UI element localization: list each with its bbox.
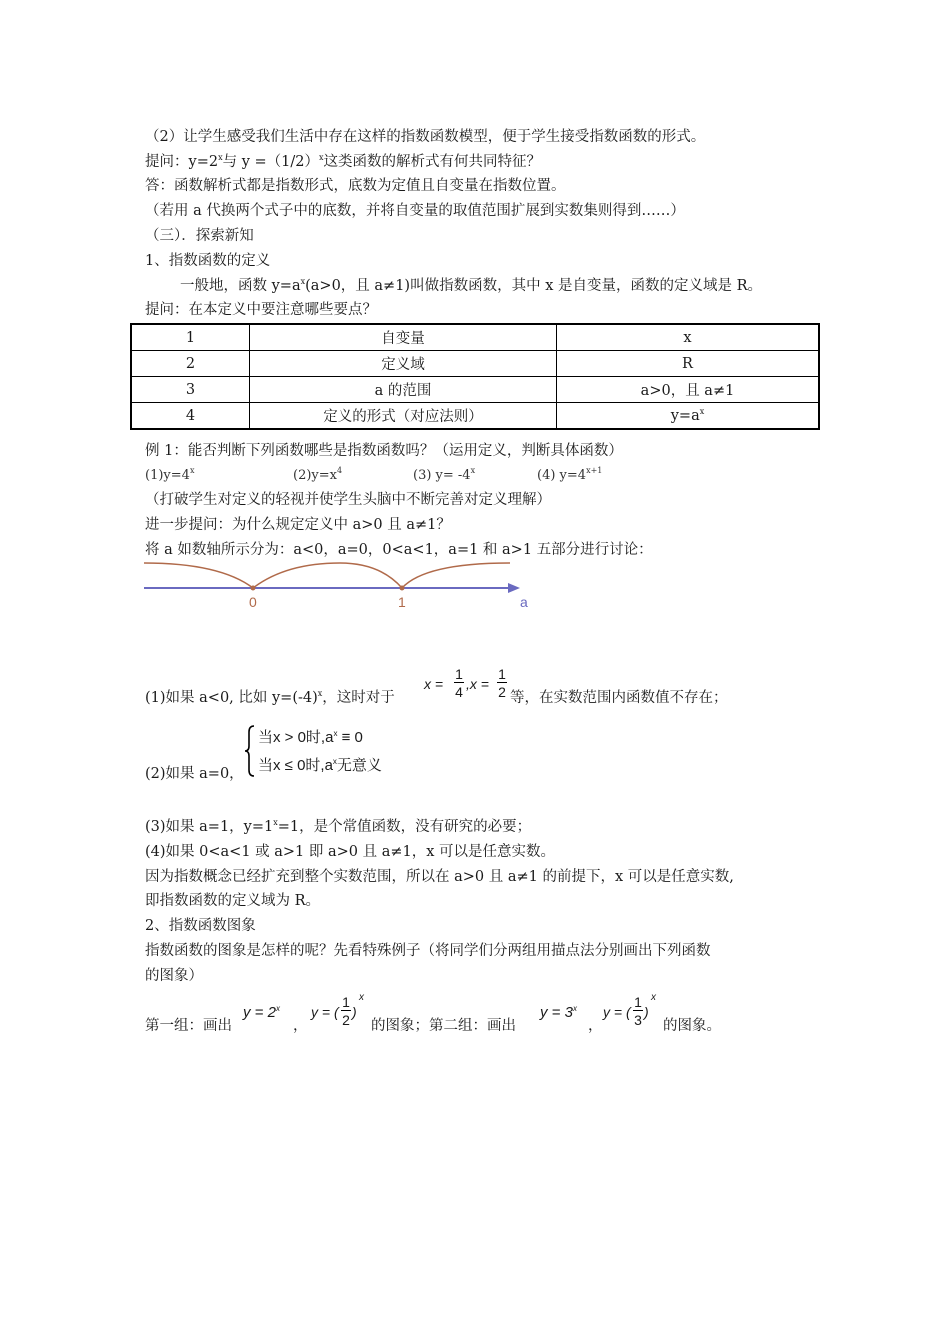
formula-part: 当x > 0时,a [258,729,334,746]
superscript: x [359,992,364,1003]
table-cell: a>0，且 a≠1 [557,377,820,403]
numerator: 1 [634,994,642,1010]
separator: ， [588,1018,603,1034]
superscript: x [300,277,306,286]
example-item [413,466,475,486]
example-heading: 例 1：能否判断下列函数哪些是指数函数吗？（运用定义，判断具体函数） [145,443,623,459]
text-segment: 这类函数的解析式有何共同特征？ [323,154,542,170]
group-line: 第一组：画出 [145,1018,232,1034]
case-4: (4)如果 0<a<1 或 a>1 即 a>0 且 a≠1，x 可以是任意实数。 [145,844,556,860]
numerator: 1 [342,994,350,1010]
text-segment: (3)如果 a=1，y=1 [145,819,274,835]
separator: ， [293,1018,308,1034]
text-segment: 一般地，函数 y=a [180,278,301,294]
superscript: x [275,1004,280,1013]
formula-y-third-x [603,992,663,1036]
formula-y2x [243,1004,280,1021]
superscript: x [651,992,656,1003]
formula-part: ,x = [466,676,489,692]
text-segment: (2)y=x [293,468,337,483]
text-segment: (1)y=4 [145,468,190,483]
case-1 [145,688,395,708]
text-line: 即指数函数的定义域为 R。 [145,893,321,909]
tick-label: 0 [249,594,257,610]
text-line: 答：函数解析式都是指数形式，底数为定值且自变量在指数位置。 [145,178,566,194]
text-segment: ，这时对于 [322,690,395,706]
brace-icon [244,724,256,778]
point-zero [251,586,256,591]
superscript: x [333,729,338,738]
numerator: 1 [498,666,506,682]
table-cell: R [557,351,820,377]
example-item [537,466,602,486]
text-line: （若用 a 代换两个式子中的底数，并将自变量的取值范围扩展到实数集则得到……） [145,203,685,219]
denominator: 2 [342,1012,350,1028]
piecewise-case [258,754,382,775]
text-segment: =1，是个常值函数，没有研究的必要； [277,819,532,835]
superscript: x [218,153,223,162]
superscript: x [470,466,476,475]
case-3 [145,817,531,837]
section-heading: （三）．探索新知 [145,228,254,244]
table-cell: a 的范围 [250,377,557,403]
superscript: x [572,1004,577,1013]
superscript: x [332,757,337,766]
formula-y-half-x [311,992,371,1036]
point-one [400,586,405,591]
formula-y3x [540,1004,577,1021]
formula-part: y = 3 [540,1004,573,1021]
text-segment: (4) y=4 [537,468,587,483]
superscript: x [189,466,195,475]
case-2: (2)如果 a=0， [145,766,244,782]
piecewise-formula [244,724,414,780]
text-line: 将 a 如数轴所示分为：a<0，a=0，0<a<1，a=1 和 a>1 五部分进行讨论： [145,542,653,558]
superscript: x [699,406,705,416]
numerator: 1 [455,666,463,682]
text-line: 指数函数的图象是怎样的呢？先看特殊例子（将同学们分两组用描点法分别画出下列函数 [145,943,711,959]
formula-part: ) [644,1004,649,1020]
table-cell: 4 [131,403,250,430]
text-segment: y=a [670,407,700,424]
axis-arrow [508,583,520,593]
superscript: x+1 [586,466,603,475]
table-cell: 1 [131,324,250,351]
text-segment: 与 y =（1/2） [222,154,319,170]
denominator: 4 [455,684,463,700]
formula-part: 无意义 [336,757,382,774]
text-line: 提问：在本定义中要注意哪些要点？ [145,302,377,318]
table-cell: 自变量 [250,324,557,351]
formula-part: x = [424,676,444,692]
text-line: （2）让学生感受我们生活中存在这样的指数函数模型，便于学生接受指数函数的形式。 [145,129,706,145]
text-line [145,152,541,172]
text-segment: (3) y= -4 [413,468,471,483]
superscript: x [273,818,278,827]
number-line-diagram [140,555,540,615]
denominator: 2 [498,684,506,700]
table-row [131,403,819,430]
denominator: 3 [634,1012,642,1028]
superscript: 4 [336,466,343,475]
group-line: 的图象；第二组：画出 [371,1018,516,1034]
text-line: （打破学生对定义的轻视并使学生头脑中不断完善对定义理解） [145,492,551,508]
case-1-tail: 等，在实数范围内函数值不存在； [510,690,728,706]
example-item [293,466,342,486]
table-row [131,351,819,377]
text-line: 进一步提问：为什么规定定义中 a>0 且 a≠1？ [145,517,451,533]
table-cell: x [557,324,820,351]
text-line: 的图象） [145,968,203,984]
text-segment: 提问：y=2 [145,154,219,170]
tick-label: 1 [398,594,406,610]
formula-part: y = 2 [243,1004,276,1021]
example-item [145,466,194,486]
group-line: 的图象。 [663,1018,721,1034]
piecewise-case [258,726,363,747]
definition-table [130,323,820,430]
subsection-heading: 2、指数函数图象 [145,918,256,934]
formula-part: y = ( [311,1004,339,1020]
axis-label: a [520,594,528,610]
formula-part: ≡ 0 [337,729,363,746]
definition-text [180,276,762,296]
text-line: 因为指数概念已经扩充到整个实数范围，所以在 a>0 且 a≠1 的前提下，x 可以是任意实数, [145,869,734,885]
table-row [131,377,819,403]
interval-arcs [144,563,510,588]
table-cell [557,403,820,430]
table-cell: 定义的形式（对应法则） [250,403,557,430]
subsection-heading: 1、指数函数的定义 [145,253,271,269]
table-row [131,324,819,351]
table-cell: 定义域 [250,351,557,377]
superscript: x [317,689,323,698]
formula-part: ) [352,1004,357,1020]
fraction-formula [424,666,514,706]
table-cell: 2 [131,351,250,377]
text-segment: (a>0，且 a≠1)叫做指数函数，其中 x 是自变量，函数的定义域是 R。 [305,278,763,294]
formula-part: 当x ≤ 0时,a [258,757,333,774]
table-cell: 3 [131,377,250,403]
superscript: x [319,153,324,162]
formula-part: y = ( [603,1004,631,1020]
text-segment: (1)如果 a<0, 比如 y=(-4) [145,690,318,706]
